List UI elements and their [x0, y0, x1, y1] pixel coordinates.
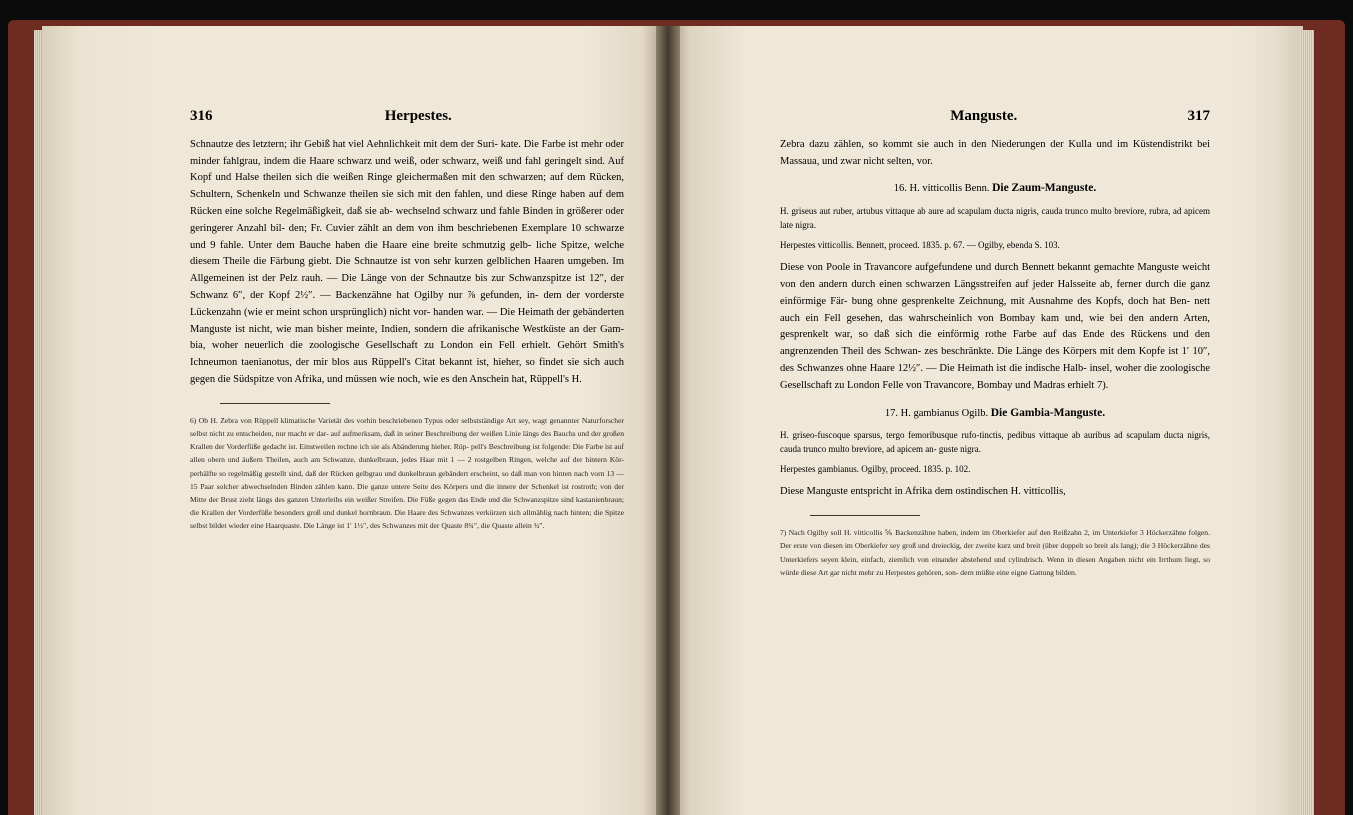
species-17-german: Die Gambia-Manguste.	[990, 406, 1106, 419]
left-footnote: 6) Ob H. Zebra von Rüppell klimatische Varietät des vorhin beschriebenen Typus oder selbstständige Art sey, wagt genannter Naturforscher selbst nicht zu entscheiden, nur macht er dar- auf aufmerksam, daß in seiner Beschreibung der weißen Linie längs des Bauchs und der großen Krallen der Vorderfüße gedacht ist. Einstweilen rechne ich sie als Abänderung hieher. Rüp- pell's Beschreibung ist folgende: Die Farbe ist auf allen obern und äußern Theilen, auch am Schwanze, dunkelbraun, jedes Haar mit 1 — 2 rostgelben Ringen, welche auf der hintern Kör- perhälfte so regelmäßig gestellt sind, daß der Rücken gelbgrau und dunkelbraun gebändert erscheint, so daß man von hinten nach vorn 13 — 15 Paar solcher abwechselnden Binden zählen kann. Die ganze untere Seite des Körpers und die innere der Schenkel ist rostroth; von der Mitte der Brust zieht längs des ganzen Unterleibs ein weißer Streifen. Die Füße gegen das Ende und die Schwanzspitze sind kastanienbraun; die Krallen der Vorderfüße besonders groß und dunkel hornbraun. Die Haare des Schwanzes verkürzen sich allmählig nach hinten; die Spitze selbst bildet wieder eine Haarquaste. Die Länge ist 1′ 1½″, des Schwanzes mit der Quaste 8¾″, die Quaste allein ¾″.	[190, 415, 624, 531]
species-17-author: Ogilb.	[961, 407, 989, 419]
left-running-header	[190, 108, 624, 125]
species-16-synonymy: Herpestes vitticollis. Bennett, proceed. 1835. p. 67. — Ogilby, ebenda S. 103.	[780, 240, 1060, 251]
left-page-content	[190, 108, 624, 540]
left-footnote-rule	[220, 403, 330, 404]
species-16-number: 16.	[893, 183, 907, 195]
species-17-diagnosis: H. griseo-fuscoque sparsus, tergo femoribusque rufo-tinctis, pedibus vittaque ab auribus ad scapulam ducta nigris, cauda trunco multo breviore, ad apicem an- guste nigra.	[780, 430, 1210, 455]
right-running-header	[780, 108, 1210, 125]
right-page-edges	[1300, 30, 1314, 815]
species-16-diagnosis: H. griseus aut ruber, artubus vittaque ab aure ad scapulam ducta nigris, cauda trunco multo breviore, rubra, ad apicem late nigra.	[780, 206, 1210, 231]
species-16-heading	[780, 180, 1210, 198]
species-17-latin: H. gambianus	[900, 407, 959, 419]
species-17-number: 17.	[884, 407, 898, 419]
right-footnote-rule	[810, 515, 920, 516]
right-intro-paragraph: Zebra dazu zählen, so kommt sie auch in den Niederungen der Kulla und im Küstendistrikt bei Massaua, und zwar nicht selten, vor.	[780, 138, 1210, 167]
right-page-number: 317	[1187, 108, 1210, 124]
species-16-author: Benn.	[964, 183, 990, 195]
right-footnote: 7) Nach Ogilby soll H. vitticollis ⅚ Backenzähne haben, indem im Oberkiefer auf den Reißzahn 2, im Unterkiefer 3 Höckerzähne folgen. Der erste von diesen im Oberkiefer sey groß und dreieckig, der zweite kurz und breit (über doppelt so breit als lang); die 3 Höckerzähne des Unterkiefers seyen klein, einfach, ziemlich von einander abstehend und cylindrisch. Wenn in diesen Angaben nicht ein Irrthum liegt, so würde diese Art gar nicht mehr zu Herpestes gehören, son- dern müßte eine eigne Gattung bilden.	[780, 528, 1210, 577]
species-17-paragraph: Diese Manguste entspricht in Afrika dem ostindischen H. vitticollis,	[780, 486, 1066, 498]
species-16-german: Die Zaum-Manguste.	[992, 182, 1097, 195]
left-body-paragraph: Schnautze des letztern; ihr Gebiß hat viel Aehnlichkeit mit dem der Suri- kate. Die Farbe ist mehr oder minder fahlgrau, indem die Haare schwarz und weiß, oder schwarz, weiß und fahl geringelt sind. Auf Kopf und Halse theilen sich die weißen Ringe gleichermaßen mit den schwarzen; auf dem Rücken, Schultern, Schenkeln und Schwanze theilen sie sich mit den fahlen, und diese Ringe haben auf dem Rücken eine solche Regelmäßigkeit, daß sie ab- wechselnd schwarz und fahle Binden in größerer oder geringerer Anzahl bil- den; Fr. Cuvier zählt an dem von ihm beschriebenen Exemplare 10 schwarze und 9 fahle. Unter dem Bauche haben die Haare eine breite schmutzig gelb- liche Spitze, welche diesem Theile die Färbung giebt. Die Schnautze ist von sehr kurzen gelblichen Haaren umgeben. Im Allgemeinen ist der Pelz rauh. — Die Länge von der Schnautze bis zur Schwanzspitze ist 12″, der Schwanz 6″, der Kopf 2½″. — Backenzähne hat Ogilby nur ⅞ gefunden, in- dem der vorderste Lückenzahn (wie er meint schon ursprünglich) nicht vor- handen war. — Die Heimath der gebänderten Manguste ist nicht, wie man bisher meinte, Indien, sondern die afrikanische Westküste an der Gam- bia, woher neuerlich die zoologische Gesellschaft zu London ein Fell erhielt. Gehört Smith's Ichneumon taenianotus, der mir blos aus Rüppell's Citat bekannt ist, hieher, so findet sie sich auch gegen die Südspitze von Afrika, und müssen wie noch, wie es den Anschein hat, Rüppell's H.	[190, 138, 624, 385]
right-running-title: Manguste.	[950, 108, 1018, 124]
right-page-content	[780, 108, 1210, 587]
species-16-paragraph: Diese von Poole in Travancore aufgefundene und durch Bennett bekannt gemachte Manguste weicht von den andern durch einen schwarzen Längsstreifen auf jeder Halsseite ab, ferner durch die ganz einförmige Fär- bung ohne gesprenkelte Zeichnung, mit Ausnahme des Kopfs, doch hat Ben- nett auch ein Fell gesehen, das wahrscheinlich von Bombay kam und, wie bei den andern Arten, gesprenkelt war, so daß sich die einförmig rothe Farbe auf das Ende des Rückens und den angrenzenden Theil des Schwan- zes beschränkte. Die Länge des Körpers mit dem Kopfe ist 1′ 10″, des Schwanzes ohne Haare 12½″. — Die Heimath ist die indische Halb- insel, woher die zoologische Gesellschaft zu London Felle von Travancore, Bombay und Madras erhielt 7).	[780, 262, 1210, 391]
species-16-latin: H. vitticollis	[909, 183, 963, 195]
left-page-number: 316	[190, 108, 213, 124]
book-gutter	[656, 26, 680, 815]
species-17-heading	[780, 405, 1210, 423]
left-running-title: Herpestes.	[384, 108, 452, 124]
species-17-synonymy: Herpestes gambianus. Ogilby, proceed. 1835. p. 102.	[780, 464, 971, 475]
